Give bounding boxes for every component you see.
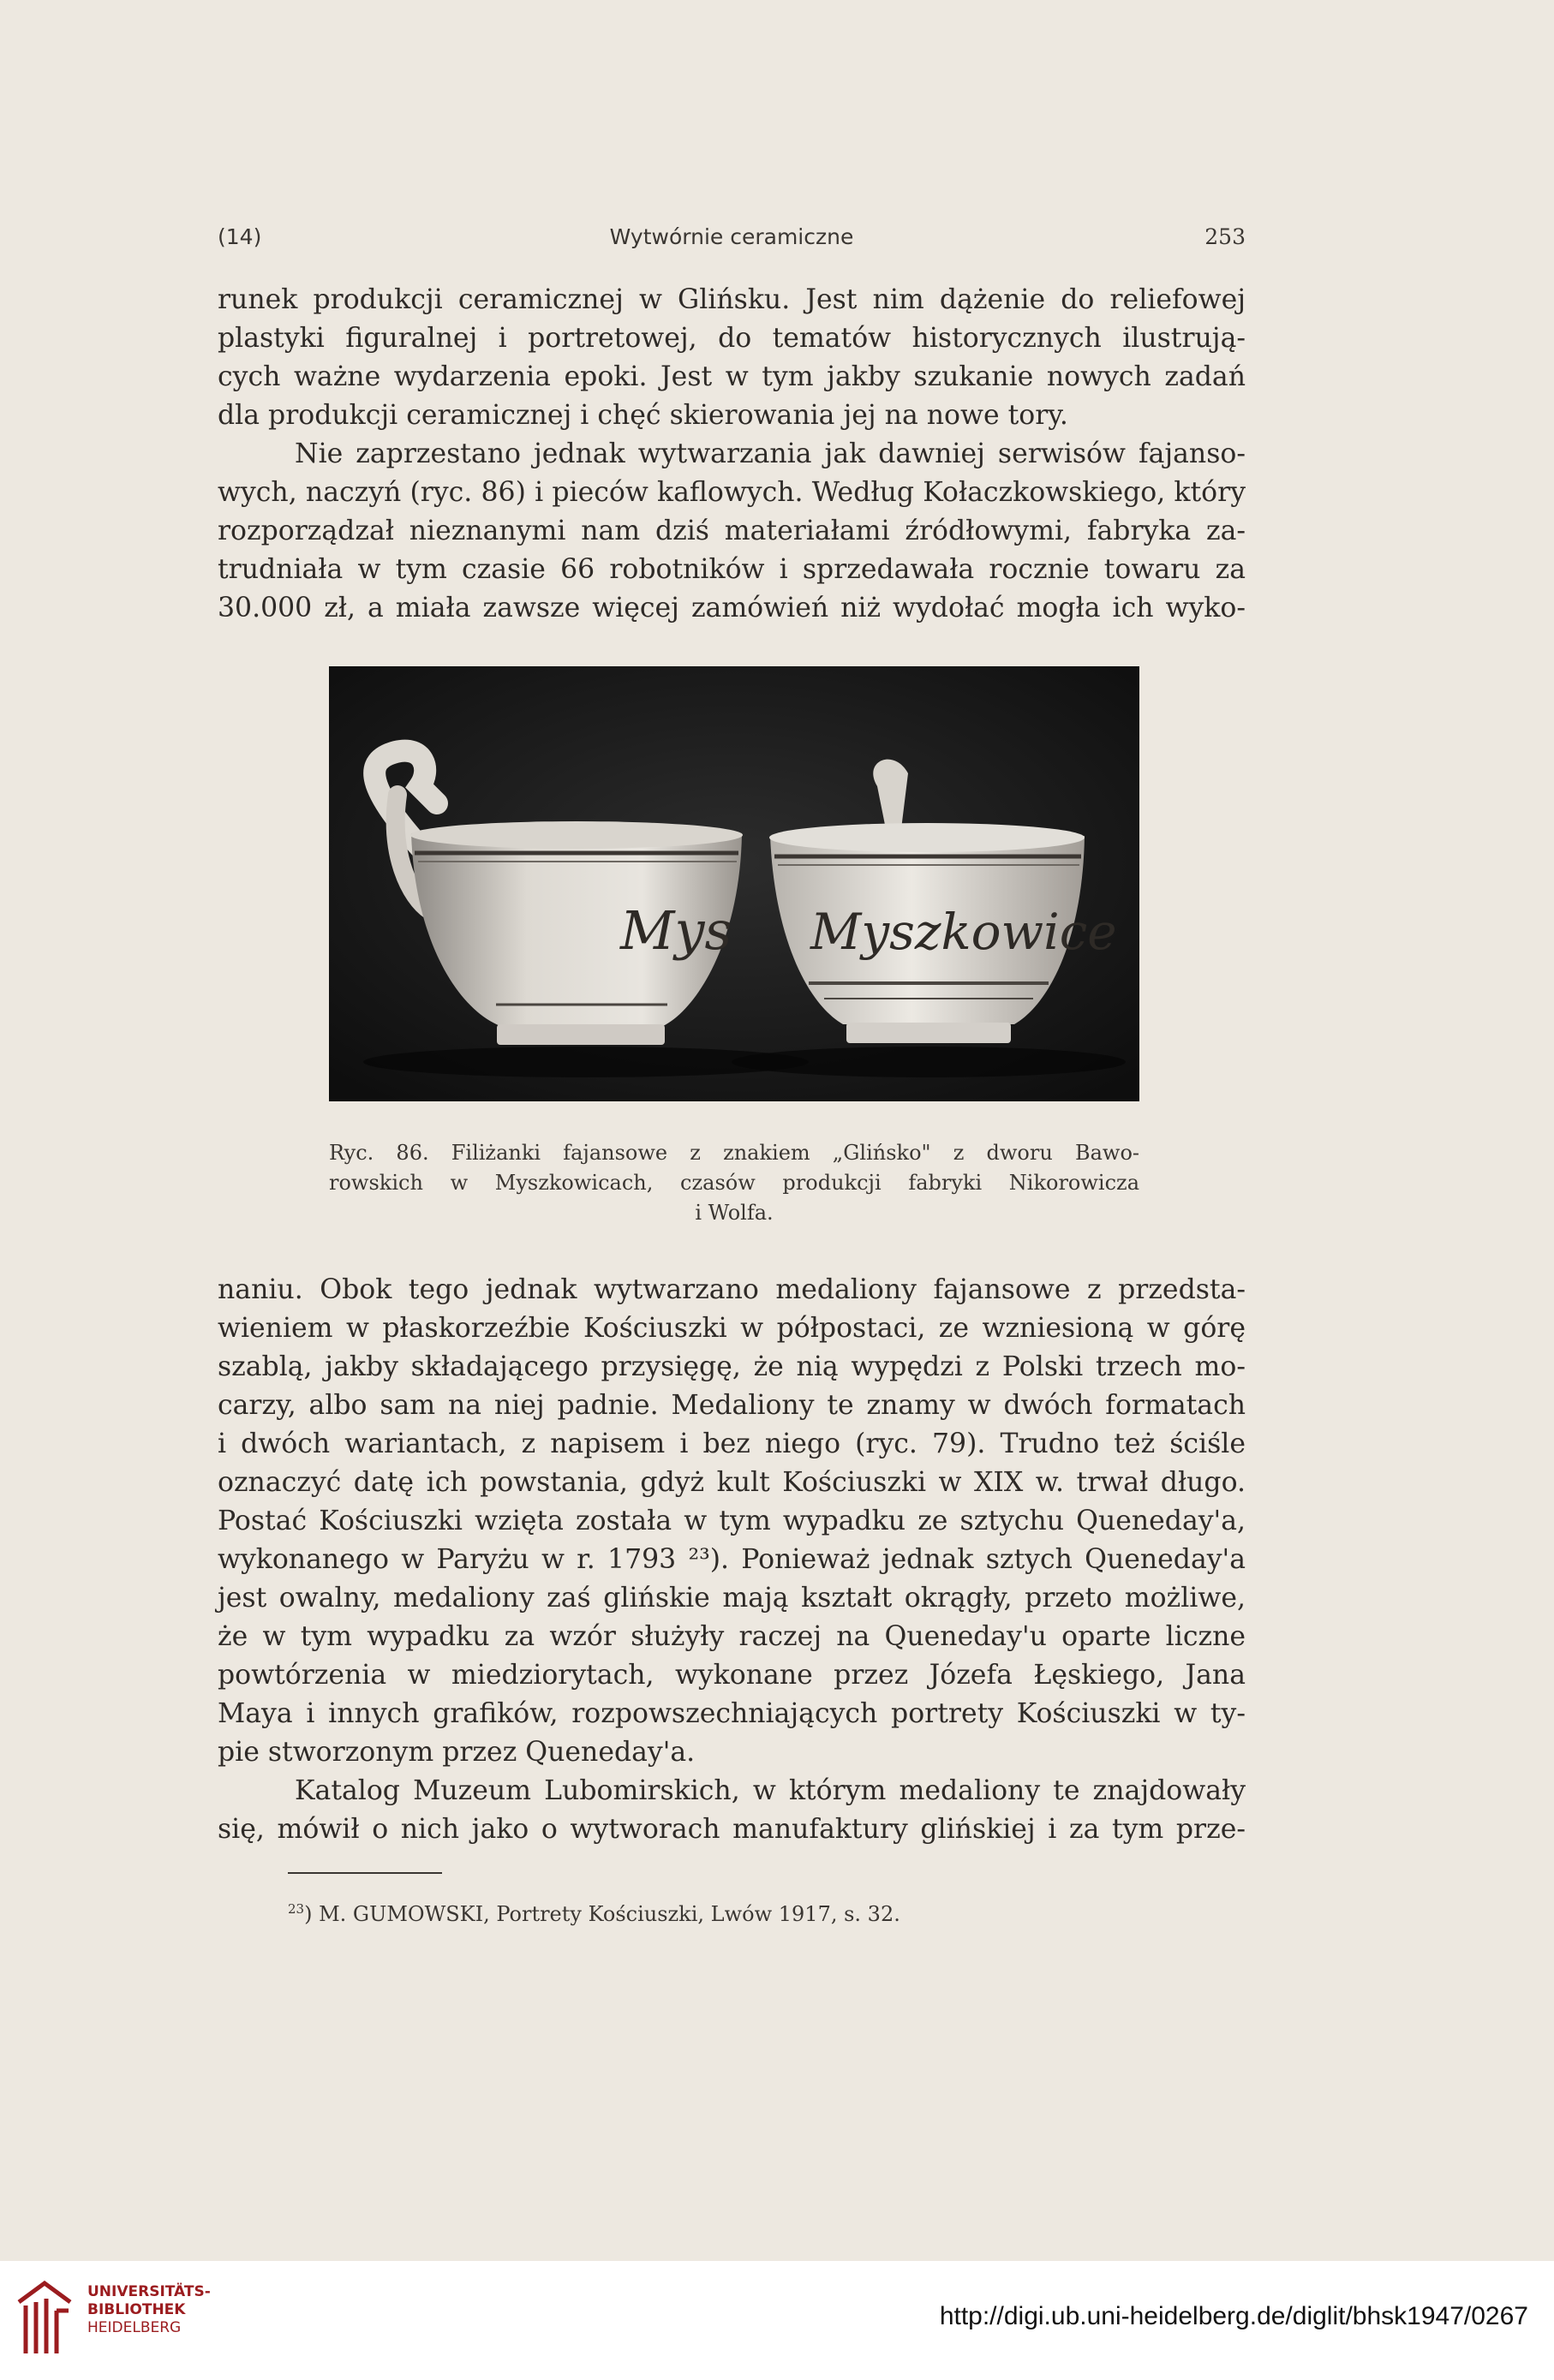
- text-line: szablą, jakby składającego przysięgę, że nią wypędzi z Polski trzech mo-: [218, 1351, 1246, 1382]
- text-line: Nie zaprzestano jednak wytwarzania jak dawniej serwisów fajanso-: [295, 438, 1246, 469]
- text-line: carzy, albo sam na niej padnie. Medaliony te znamy w dwóch formatach: [218, 1390, 1246, 1421]
- library-name-line3: HEIDELBERG: [87, 2319, 182, 2336]
- footnote-marker: 23: [288, 1901, 305, 1917]
- footnote-separator: [288, 1872, 442, 1874]
- text-line: dla produkcji ceramicznej i chęć skierowania jej na nowe tory.: [218, 400, 1068, 431]
- cup-right-inscription: Myszkowice: [810, 903, 1117, 961]
- text-line: wieniem w płaskorzeźbie Kościuszki w półpostaci, ze wzniesioną w górę: [218, 1313, 1246, 1344]
- running-header: [218, 224, 1246, 259]
- caption-line: Ryc. 86. Filiżanki fajansowe z znakiem „Glińsko" z dworu Bawo-: [329, 1141, 1139, 1165]
- library-name: [87, 2283, 211, 2337]
- text-line: wykonanego w Paryżu w r. 1793 ²³). Ponieważ jednak sztych Queneday'a: [218, 1544, 1246, 1575]
- caption-line: i Wolfa.: [695, 1201, 774, 1225]
- footnote: [288, 1901, 900, 1926]
- teacups-illustration: [329, 666, 1139, 1101]
- text-line: oznaczyć datę ich powstania, gdyż kult Kościuszki w XIX w. trwał długo.: [218, 1467, 1246, 1498]
- caption-line: rowskich w Myszkowicach, czasów produkcji fabryki Nikorowicza: [329, 1171, 1139, 1195]
- library-logo-icon: [14, 2276, 75, 2359]
- text-line: się, mówił o nich jako o wytworach manufaktury glińskiej i za tym prze-: [218, 1814, 1246, 1845]
- text-line: jest owalny, medaliony zaś glińskie mają kształt okrągły, przeto możliwe,: [218, 1583, 1246, 1614]
- text-line: pie stworzonym przez Queneday'a.: [218, 1737, 696, 1768]
- text-line: trudniała w tym czasie 66 robotników i sprzedawała rocznie towaru za: [218, 554, 1246, 585]
- text-line: 30.000 zł, a miała zawsze więcej zamówień niż wydołać mogła ich wyko-: [218, 593, 1246, 623]
- library-name-line2: BIBLIOTHEK: [87, 2301, 186, 2318]
- text-line: plastyki figuralnej i portretowej, do tematów historycznych ilustrują-: [218, 323, 1246, 354]
- text-line: że w tym wypadku za wzór służyły raczej na Queneday'u oparte liczne: [218, 1621, 1246, 1652]
- library-name-line1: UNIVERSITÄTS-: [87, 2283, 211, 2300]
- text-line: Katalog Muzeum Lubomirskich, w którym medaliony te znajdowały: [295, 1775, 1246, 1806]
- text-line: powtórzenia w miedziorytach, wykonane przez Józefa Łęskiego, Jana: [218, 1660, 1246, 1691]
- text-line: Postać Kościuszki wzięta została w tym wypadku ze sztychu Queneday'a,: [218, 1506, 1246, 1536]
- text-line: i dwóch wariantach, z napisem i bez niego (ryc. 79). Trudno też ściśle: [218, 1429, 1246, 1459]
- running-title: Wytwórnie ceramiczne: [609, 224, 854, 249]
- text-line: cych ważne wydarzenia epoki. Jest w tym jakby szukanie nowych zadań: [218, 361, 1246, 392]
- text-line: Maya i innych grafików, rozpowszechniających portrety Kościuszki w ty-: [218, 1698, 1246, 1729]
- section-number: (14): [218, 224, 262, 249]
- cup-left-inscription: Mys: [620, 899, 732, 962]
- text-line: naniu. Obok tego jednak wytwarzano medaliony fajansowe z przedsta-: [218, 1274, 1246, 1305]
- text-line: wych, naczyń (ryc. 86) i pieców kaflowych. Według Kołaczkowskiego, który: [218, 477, 1246, 508]
- text-line: rozporządzał nieznanymi nam dziś materiałami źródłowymi, fabryka za-: [218, 516, 1246, 546]
- page-number: 253: [1204, 224, 1246, 249]
- footnote-text: ) M. GUMOWSKI, Portrety Kościuszki, Lwów 1917, s. 32.: [304, 1902, 900, 1926]
- source-url-link[interactable]: http://digi.ub.uni-heidelberg.de/diglit/bhsk1947/0267: [939, 2302, 1528, 2330]
- text-line: runek produkcji ceramicznej w Glińsku. Jest nim dążenie do reliefowej: [218, 284, 1246, 315]
- figure-caption: [329, 1141, 1139, 1231]
- figure-photo-teacups: [329, 666, 1139, 1101]
